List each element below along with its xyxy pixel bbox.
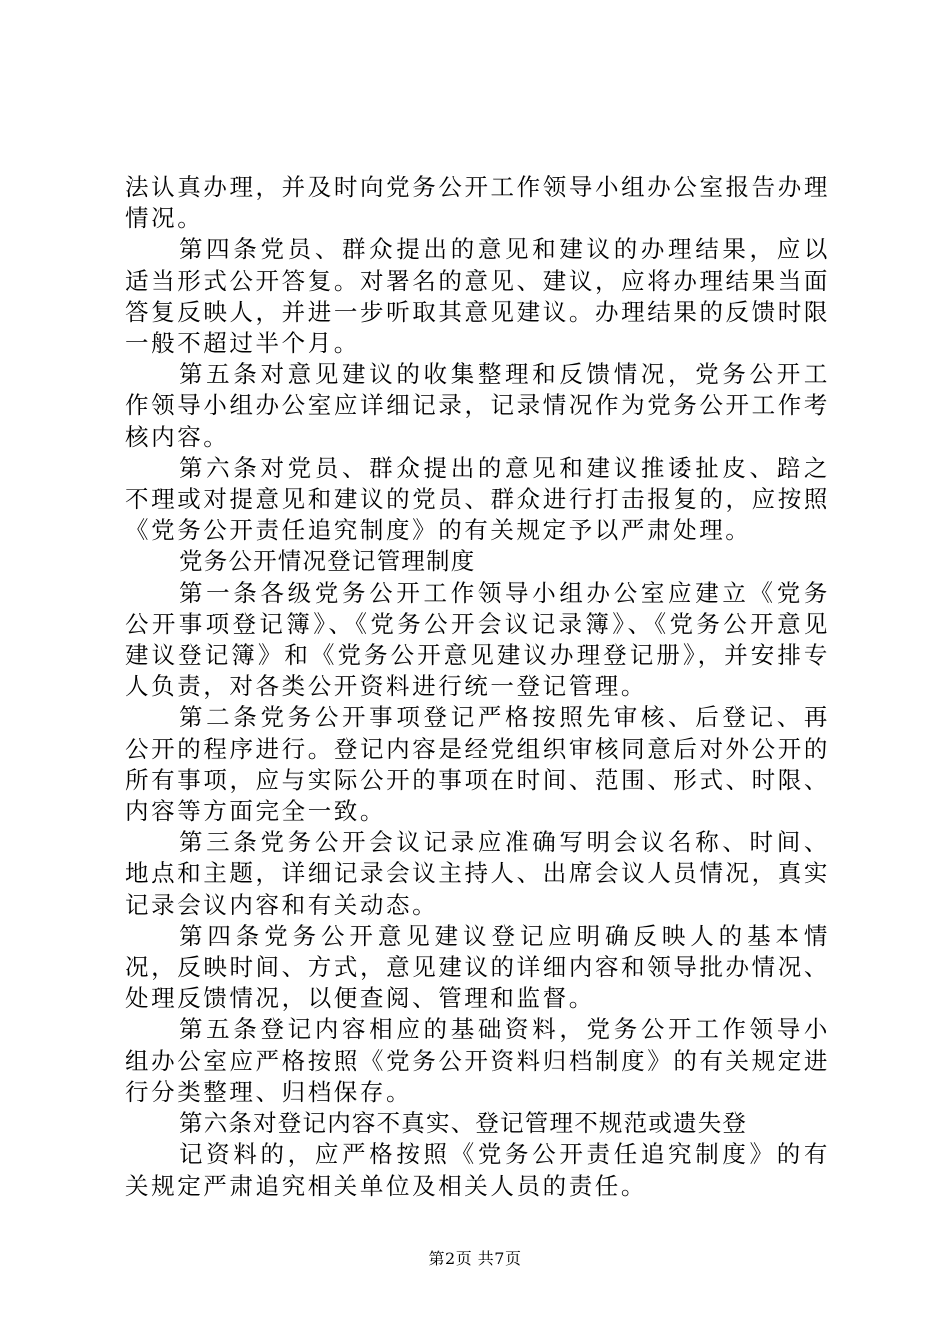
- paragraph-registration-article-3: 第三条党务公开会议记录应准确写明会议名称、时间、地点和主题，详细记录会议主持人、出席会议人员情况，真实记录会议内容和有关动态。: [125, 828, 830, 919]
- paragraph-registration-article-4: 第四条党务公开意见建议登记应明确反映人的基本情况，反映时间、方式，意见建议的详细内容和领导批办情况、处理反馈情况，以便查阅、管理和监督。: [125, 921, 830, 1013]
- paragraph-registration-article-6: 第六条对登记内容不真实、登记管理不规范或遗失登: [179, 1109, 748, 1138]
- paragraph-registration-article-5: 第五条登记内容相应的基础资料，党务公开工作领导小组办公室应严格按照《党务公开资料归档制度》的有关规定进行分类整理、归档保存。: [125, 1015, 830, 1106]
- paragraph-article-4: 第四条党员、群众提出的意见和建议的办理结果，应以适当形式公开答复。对署名的意见、建议，应将办理结果当面答复反映人，并进一步听取其意见建议。办理结果的反馈时限一般不超过半个月。: [125, 235, 830, 358]
- page-number-footer: 第2页 共7页: [428, 1249, 522, 1268]
- paragraph-article-5: 第五条对意见建议的收集整理和反馈情况，党务公开工作领导小组办公室应详细记录，记录情况作为党务公开工作考核内容。: [125, 360, 830, 451]
- paragraph-registration-article-2: 第二条党务公开事项登记严格按照先审核、后登记、再公开的程序进行。登记内容是经党组织审核同意后对外公开的所有事项，应与实际公开的事项在时间、范围、形式、时限、内容等方面完全一致。: [125, 703, 830, 826]
- paragraph-registration-article-6-cont: 记资料的，应严格按照《党务公开责任追究制度》的有关规定严肃追究相关单位及相关人员的责任。: [125, 1140, 830, 1200]
- paragraph-article-6: 第六条对党员、群众提出的意见和建议推诿扯皮、踣之不理或对提意见和建议的党员、群众进行打击报复的，应按照《党务公开责任追究制度》的有关规定予以严肃处理。: [125, 453, 830, 545]
- paragraph-continuation: 法认真办理，并及时向党务公开工作领导小组办公室报告办理情况。: [125, 173, 830, 233]
- document-body: [125, 172, 830, 1202]
- section-heading: 党务公开情况登记管理制度: [179, 547, 476, 576]
- paragraph-registration-article-1: 第一条各级党务公开工作领导小组办公室应建立《党务公开事项登记簿》、《党务公开会议记录簿》、《党务公开意见建议登记簿》和《党务公开意见建议办理登记册》，并安排专人负责，对各类公开资料进行统一登记管理。: [125, 578, 830, 701]
